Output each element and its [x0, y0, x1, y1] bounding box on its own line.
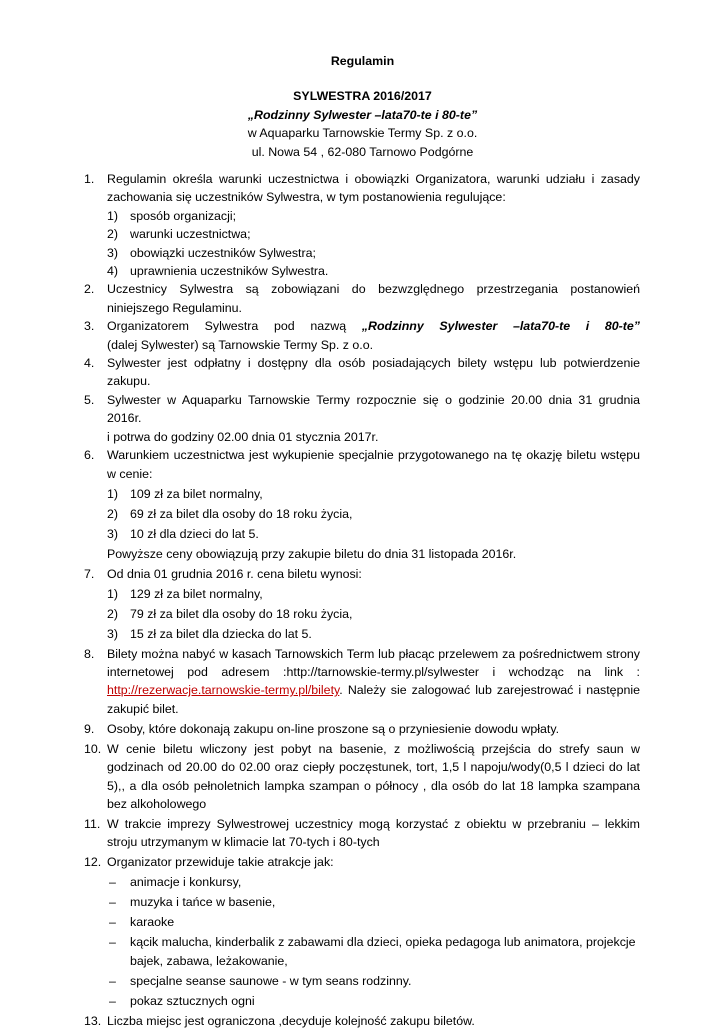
item-text-a: Sylwester w Aquaparku Tarnowskie Termy rozpocznie się o godzinie 20.00 dnia 31 grudnia 2016r. [107, 392, 640, 426]
attraction-text: specjalne seanse saunowe - w tym seans rodzinny. [130, 973, 412, 988]
regulations-list [84, 170, 640, 1030]
attraction-text: karaoke [130, 915, 175, 930]
sub-item-text: sposób organizacji; [130, 208, 237, 223]
price-list [107, 585, 640, 643]
dash-bullet: – [109, 875, 116, 890]
regulation-item-6 [84, 446, 640, 563]
sub-item-text: warunki uczestnictwa; [130, 227, 251, 242]
sub-item-number: 1) [107, 586, 119, 601]
sub-item-number: 2) [107, 227, 119, 242]
sub-item-number: 1) [107, 208, 119, 223]
regulation-item-12 [84, 853, 640, 1010]
sub-item [107, 207, 640, 225]
price-item [107, 505, 640, 523]
item-text: Warunkiem uczestnictwa jest wykupienie specjalnie przygotowanego na tę okazję biletu wstępu w cenie: [107, 448, 640, 481]
item-text-b: . Należy sie zalogować lub zarejestrować i następnie zakupić bilet. [107, 683, 640, 716]
item-number: 13. [84, 1013, 102, 1028]
event-subtitle: „Rodzinny Sylwester –lata70-te i 80-te” [247, 107, 478, 122]
item-number: 11. [84, 816, 101, 831]
sub-item-text: uprawnienia uczestników Sylwestra. [130, 264, 329, 279]
booking-link[interactable]: http://rezerwacje.tarnowskie-termy.pl/bilety [107, 683, 340, 698]
sub-item-number: 4) [107, 264, 119, 279]
item-number: 5. [84, 392, 95, 407]
regulation-item-3 [84, 317, 640, 354]
regulation-item-2 [84, 280, 640, 317]
sub-item-number: 3) [107, 245, 119, 260]
item-number: 10. [84, 741, 102, 756]
regulation-item-11 [84, 815, 640, 852]
item-number: 6. [84, 448, 95, 463]
item-text-b: (dalej Sylwester) są Tarnowskie Termy Sp. z o.o. [107, 337, 374, 352]
attraction-item [107, 972, 640, 990]
dash-bullet: – [109, 895, 116, 910]
attraction-text: pokaz sztucznych ogni [130, 993, 255, 1008]
dash-bullet: – [109, 935, 116, 950]
dash-bullet: – [109, 973, 116, 988]
price-list [107, 485, 640, 543]
event-name: SYLWESTRA 2016/2017 [293, 89, 432, 103]
sub-item-number: 2) [107, 606, 119, 621]
item-text-b: i potrwa do godziny 02.00 dnia 01 stycznia 2017r. [107, 429, 379, 444]
event-venue: w Aquaparku Tarnowskie Termy Sp. z o.o. [247, 126, 478, 141]
sub-item-text: obowiązki uczestników Sylwestra; [130, 245, 316, 260]
sub-item [107, 244, 640, 262]
regulation-item-10 [84, 740, 640, 814]
sub-item-number: 3) [107, 626, 119, 641]
item-text: W trakcie imprezy Sylwestrowej uczestnicy mogą korzystać z obiektu w przebraniu – lekkim stroju utrzymanym w klimacie lat 70-tych i 80-tych [107, 816, 640, 850]
attraction-text: animacje i konkursy, [130, 875, 242, 890]
item-number: 4. [84, 356, 95, 371]
price-text: 129 zł za bilet normalny, [130, 586, 263, 601]
price-text: 10 zł dla dzieci do lat 5. [130, 526, 259, 541]
regulation-item-8 [84, 645, 640, 719]
sub-item-number: 1) [107, 486, 119, 501]
sub-item-number: 2) [107, 506, 119, 521]
dash-bullet: – [109, 915, 116, 930]
item-text-a: Organizatorem Sylwestra pod nazwą [107, 319, 347, 334]
price-item [107, 605, 640, 623]
regulation-item-13 [84, 1012, 640, 1030]
event-name-inline: „Rodzinny Sylwester –lata70-te i 80-te” [361, 319, 640, 334]
price-item [107, 625, 640, 643]
item-number: 2. [84, 282, 95, 297]
sub-item [107, 225, 640, 243]
item-number: 7. [84, 566, 95, 581]
regulation-item-1 [84, 170, 640, 280]
regulation-item-4 [84, 354, 640, 391]
attraction-item [107, 893, 640, 911]
attraction-text: kącik malucha, kinderbalik z zabawami dla dzieci, opieka pedagoga lub animatora, projekcje bajek, zabawa, leżakowanie, [130, 935, 636, 968]
sub-item [107, 262, 640, 280]
item-number: 8. [84, 646, 95, 661]
attraction-item [107, 873, 640, 891]
item-text: Od dnia 01 grudnia 2016 r. cena biletu wynosi: [107, 566, 362, 581]
sub-list [107, 207, 640, 281]
item-text: Liczba miejsc jest ograniczona ,decyduje kolejność zakupu biletów. [107, 1013, 475, 1028]
item-text: Organizator przewiduje takie atrakcje jak: [107, 855, 334, 870]
document-title: Regulamin [330, 54, 395, 68]
item-text: Regulamin określa warunki uczestnictwa i obowiązki Organizatora, warunki udziału i zasady zachowania się uczestników Sylwestra, w tym postanowienia regulujące: [107, 172, 640, 205]
price-text: 15 zł za bilet dla dziecka do lat 5. [130, 626, 312, 641]
item-number: 1. [84, 172, 95, 186]
item-text: W cenie biletu wliczony jest pobyt na basenie, z możliwością przejścia do strefy saun w godzinach od 20.00 do 02.00 oraz ciepły poczęstunek, tort, 1,5 l napoju/wody(0,5 l dzieci do lat 5),, a dla osób pełnoletnich lampka szampan o północy , dla osób do lat 18 lampka szampana bez alkoholowego [107, 741, 640, 811]
attraction-item [107, 992, 640, 1010]
price-item [107, 585, 640, 603]
price-note: Powyższe ceny obowiązują przy zakupie biletu do dnia 31 listopada 2016r. [107, 546, 517, 561]
regulation-item-9 [84, 720, 640, 738]
price-text: 79 zł za bilet dla osoby do 18 roku życia, [130, 606, 353, 621]
price-item [107, 525, 640, 543]
item-number: 9. [84, 721, 95, 736]
attraction-item [107, 913, 640, 931]
attractions-list [107, 873, 640, 1010]
sub-item-number: 3) [107, 526, 119, 541]
document-header [0, 52, 725, 161]
regulation-item-7 [84, 565, 640, 643]
item-number: 3. [84, 319, 95, 334]
attraction-text: muzyka i tańce w basenie, [130, 895, 276, 910]
item-text: Osoby, które dokonają zakupu on-line proszone są o przyniesienie dowodu wpłaty. [107, 721, 560, 736]
item-number: 12. [84, 855, 102, 870]
price-text: 69 zł za bilet dla osoby do 18 roku życia, [130, 506, 353, 521]
price-item [107, 485, 640, 503]
item-text-a: Bilety można nabyć w kasach Tarnowskich Term lub płacąc przelewem za pośrednictwem strony internetowej pod adresem :http://tarnowskie-termy.pl/sylwester i wchodząc na link : [107, 646, 640, 679]
item-text: Uczestnicy Sylwestra są zobowiązani do bezwzględnego przestrzegania postanowień niniejszego Regulaminu. [107, 282, 640, 315]
regulation-item-5 [84, 391, 640, 446]
event-address: ul. Nowa 54 , 62-080 Tarnowo Podgórne [251, 144, 474, 159]
dash-bullet: – [109, 993, 116, 1008]
item-text: Sylwester jest odpłatny i dostępny dla osób posiadających bilety wstępu lub potwierdzenie zakupu. [107, 356, 640, 389]
price-text: 109 zł za bilet normalny, [130, 486, 263, 501]
attraction-item [107, 933, 640, 970]
